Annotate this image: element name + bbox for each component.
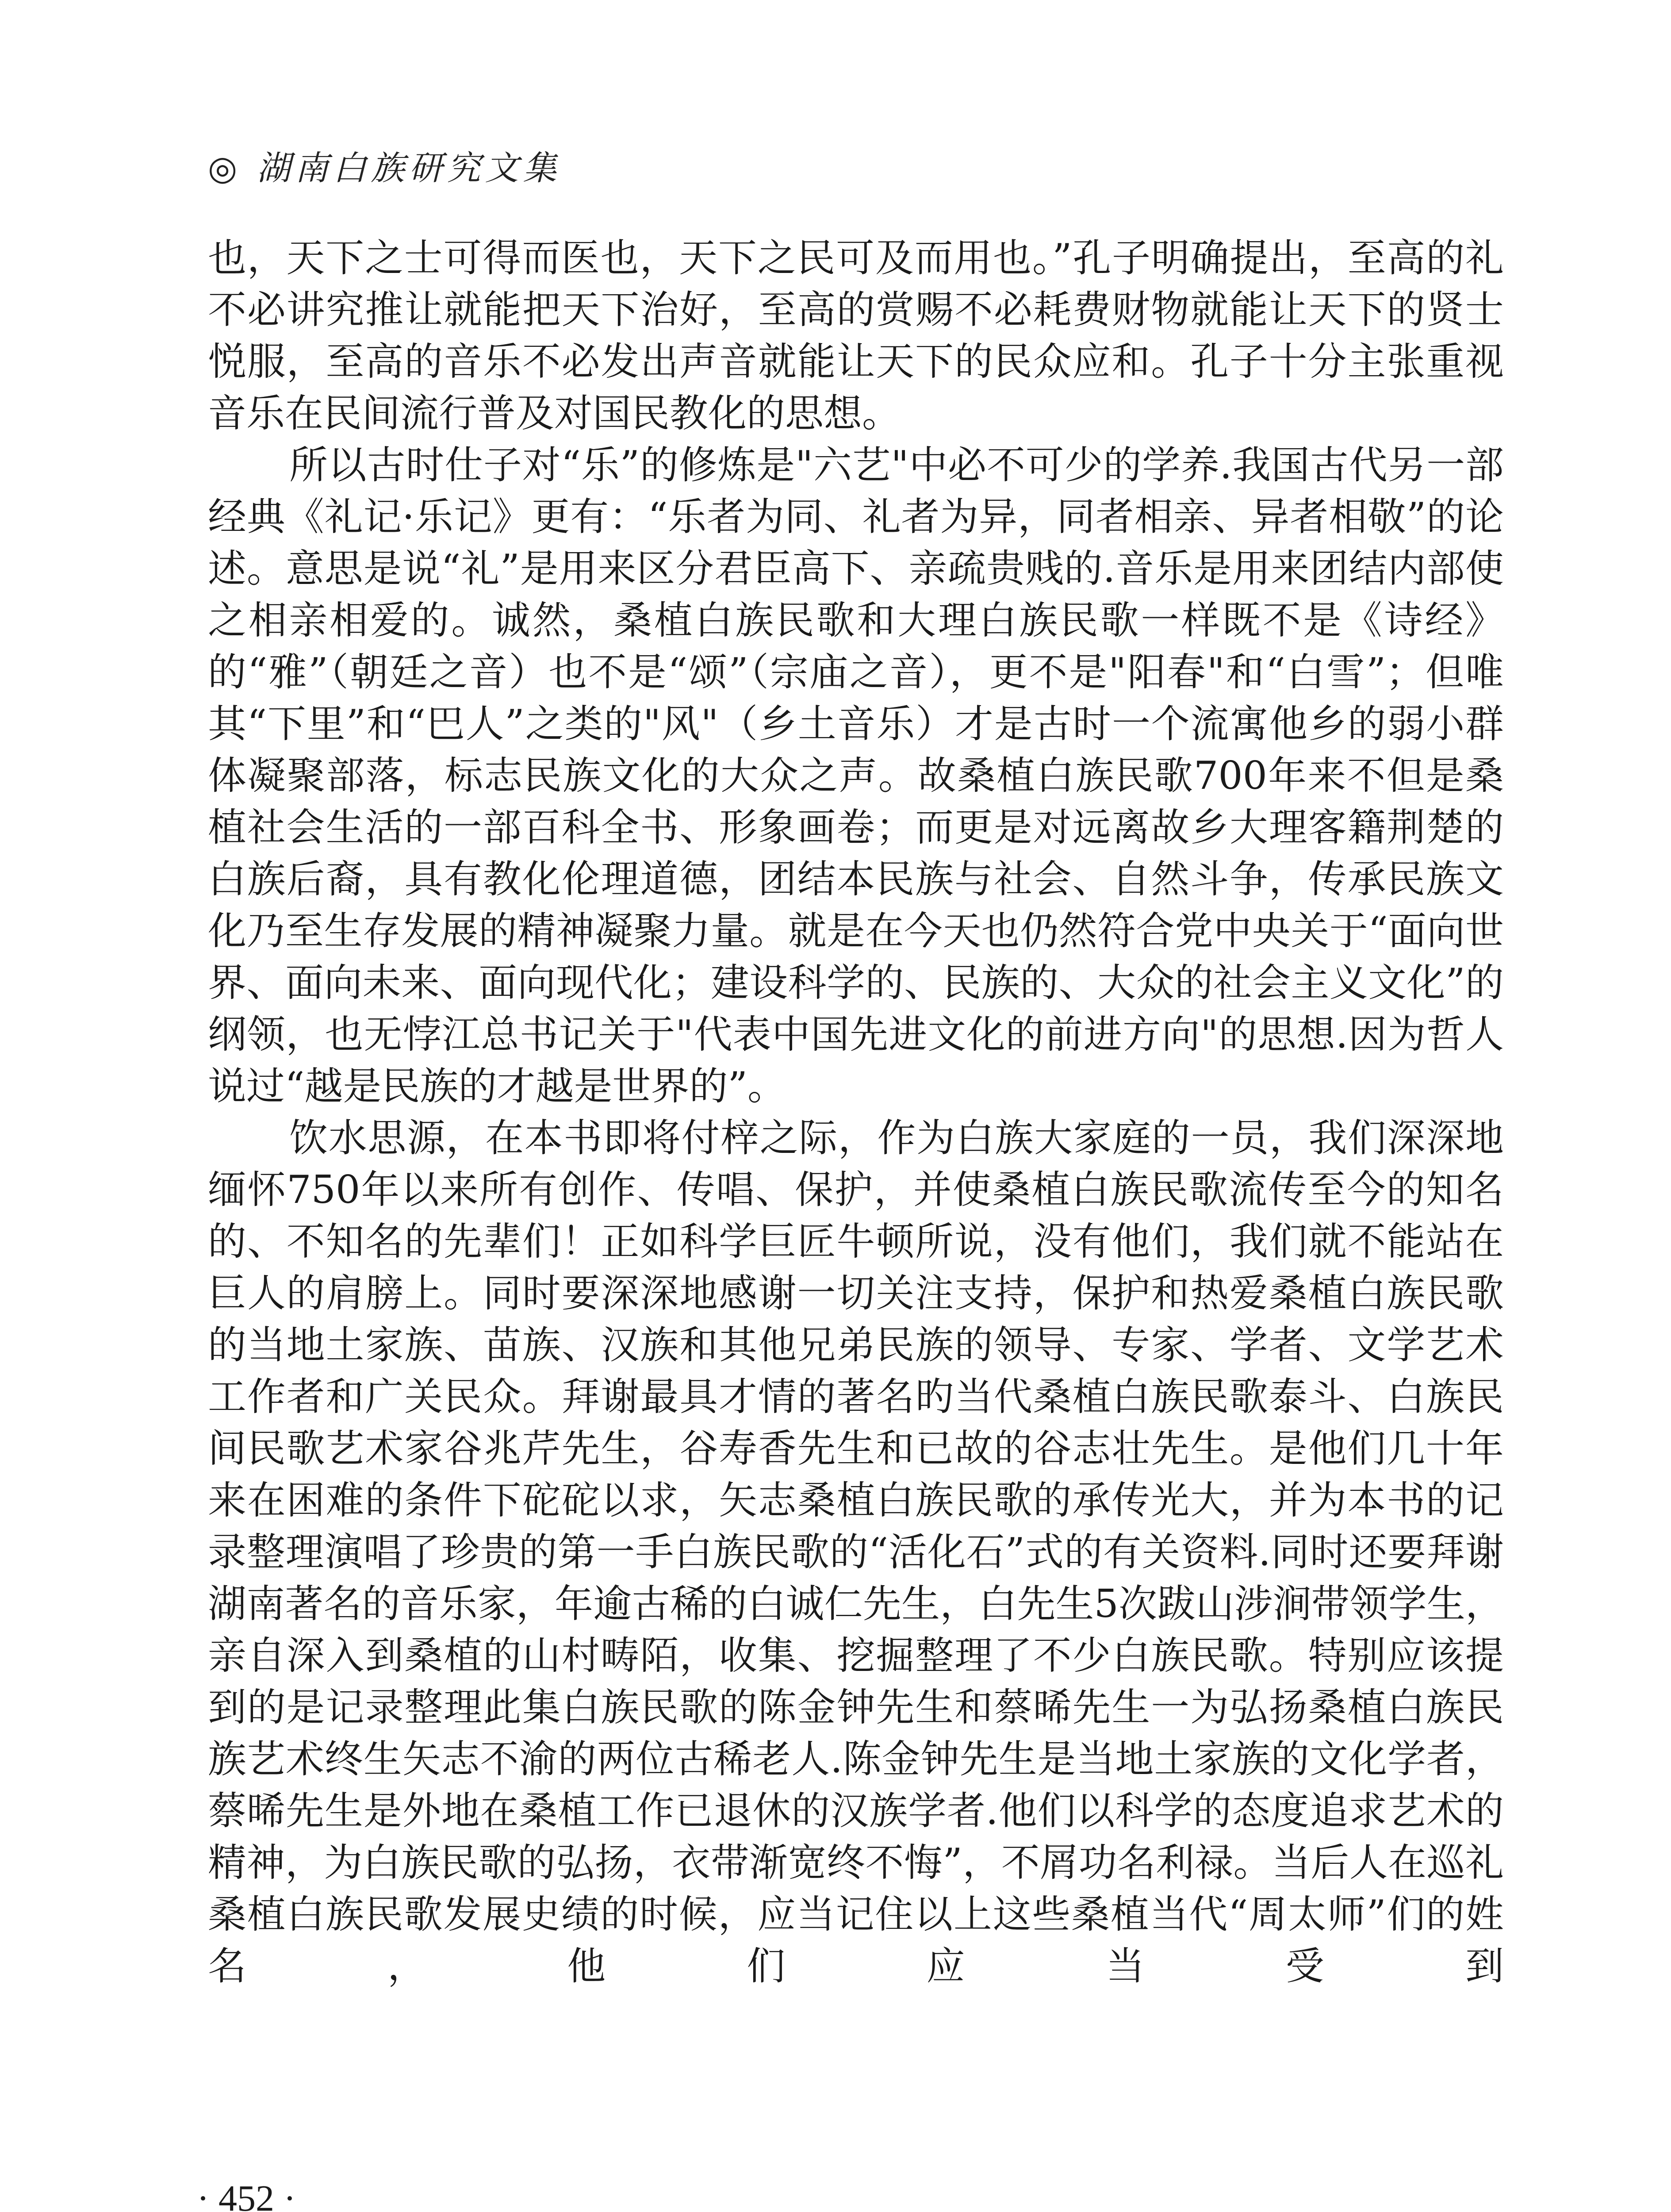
running-title: ◎ 湖南白族研究文集 bbox=[208, 148, 561, 188]
paragraph-1: 也，天下之士可得而医也，天下之民可及而用也。”孔子明确提出，至高的礼不必讲究推让就能把天下治好，至高的赏赐不必耗费财物就能让天下的贤士悦服，至高的音乐不必发出声音就能让天下的民众应和。孔子十分主张重视音乐在民间流行普及对国民教化的思想。 bbox=[208, 235, 1504, 436]
page-number: · 452 · bbox=[197, 2178, 296, 2212]
body-text bbox=[208, 232, 1504, 1992]
paragraph-3: 饮水思源，在本书即将付梓之际，作为白族大家庭的一员，我们深深地缅怀750年以来所有创作、传唱、保护，并使桑植白族民歌流传至今的知名的、不知名的先辈们！正如科学巨匠牛顿所说，没有他们，我们就不能站在巨人的肩膀上。同时要深深地感谢一切关注支持，保护和热爱桑植白族民歌的当地土家族、苗族、汉族和其他兄弟民族的领导、专家、学者、文学艺术工作者和广关民众。拜谢最具才情的著名旳当代桑植白族民歌泰斗、白族民间民歌艺术家谷兆芹先生，谷寿香先生和已故的谷志壮先生。是他们几十年来在困难的条件下砣砣以求，矢志桑植白族民歌的承传光大，并为本书的记录整理演唱了珍贵的第一手白族民歌的“活化石”式的有关资料.同时还要拜谢湖南著名的音乐家，年逾古稀的白诚仁先生，白先生5次跋山涉涧带领学生，亲自深入到桑植的山村畴陌，收集、挖掘整理了不少白族民歌。特别应该提到的是记录整理此集白族民歌的陈金钟先生和蔡晞先生一为弘扬桑植白族民族艺术终生矢志不渝的两位古稀老人.陈金钟先生是当地土家族的文化学者，蔡晞先生是外地在桑植工作已退休的汉族学者.他们以科学的态度追求艺术的精神，为白族民歌的弘扬，衣带渐宽终不悔”，不屑功名利禄。当后人在巡礼桑植白族民歌发展史绩的时候，应当记住以上这些桑植当代“周太师”们的姓名，他们应当受到 bbox=[208, 1115, 1504, 1989]
paragraph-2: 所以古时仕子对“乐”的修炼是"六艺"中必不可少的学养.我国古代另一部经典《礼记·乐记》更有：“乐者为同、礼者为异，同者相亲、异者相敬”的论述。意思是说“礼”是用来区分君臣高下、亲疏贵贱的.音乐是用来团结内部使之相亲相爱的。诚然，桑植白族民歌和大理白族民歌一样既不是《诗经》的“雅”（朝廷之音）也不是“颂”（宗庙之音），更不是"阳春"和“白雪”；但唯其“下里”和“巴人”之类的"风"（乡土音乐）才是古时一个流寓他乡的弱小群体凝聚部落，标志民族文化的大众之声。故桑植白族民歌700年来不但是桑植社会生活的一部百科全书、形象画卷；而更是对远离故乡大理客籍荆楚的白族后裔，具有教化伦理道德，团结本民族与社会、自然斗争，传承民族文化乃至生存发展的精神凝聚力量。就是在今天也仍然符合党中央关于“面向世界、面向未来、面向现代化；建设科学的、民族的、大众的社会主义文化”的纲领，也无悖江总书记关于"代表中国先进文化的前进方向"的思想.因为哲人说过“越是民族的才越是世界的”。 bbox=[208, 442, 1504, 1109]
